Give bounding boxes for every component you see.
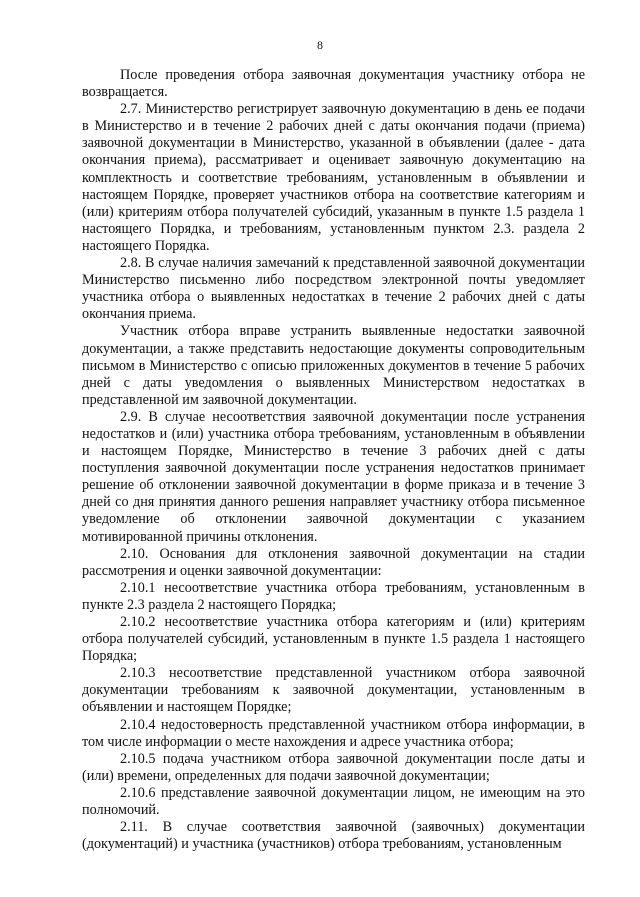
- paragraph-2-10-2: 2.10.2 несоответствие участника отбора категориям и (или) критериям отбора получателей субсидий, установленным в пункте 1.5 раздела 1 настоящего Порядка;: [82, 614, 585, 665]
- paragraph-2-9: 2.9. В случае несоответствия заявочной документации после устранения недостатков и (или) участника отбора требованиям, установленным в объявлении и настоящем Порядке, Министерство в течение 3 рабочих дней с даты поступления заявочной документации после устранения недостатков принимает решение об отклонении заявочной документации в форме приказа и в течение 3 дней со дня принятия данного решения направляет участнику отбора письменное уведомление об отклонении заявочной документации с указанием мотивированной причины отклонения.: [82, 408, 585, 545]
- page-number: 8: [317, 38, 323, 52]
- paragraph-2-11: 2.11. В случае соответствия заявочной (заявочных) документации (документаций) и участника (участников) отбора требованиям, установленным: [82, 819, 585, 853]
- paragraph-2-10-5: 2.10.5 подача участником отбора заявочной документации после даты и (или) времени, определенных для подачи заявочной документации;: [82, 750, 585, 784]
- paragraph-2-10-4: 2.10.4 недостоверность представленной участником отбора информации, в том числе информации о месте нахождения и адресе участника отбора;: [82, 716, 585, 750]
- paragraph-2-10-1: 2.10.1 несоответствие участника отбора требованиям, установленным в пункте 2.3 раздела 2 настоящего Порядка;: [82, 579, 585, 613]
- paragraph-2-10-3: 2.10.3 несоответствие представленной участником отбора заявочной документации требованиям к заявочной документации, установленным в объявлении и настоящем Порядке;: [82, 665, 585, 716]
- document-body: [82, 67, 585, 853]
- paragraph-2-8-correction: Участник отбора вправе устранить выявленные недостатки заявочной документации, а также представить недостающие документы сопроводительным письмом в Министерство с описью приложенных документов в течение 5 рабочих дней с даты уведомления о выявленных Министерством недостатках в представленной им заявочной документации.: [82, 323, 585, 408]
- paragraph-2-8: 2.8. В случае наличия замечаний к представленной заявочной документации Министерство письменно либо посредством электронной почты уведомляет участника отбора о выявленных недостатках в течение 2 рабочих дней с даты окончания приема.: [82, 255, 585, 323]
- paragraph-2-7: 2.7. Министерство регистрирует заявочную документацию в день ее подачи в Министерство и в течение 2 рабочих дней с даты окончания подачи (приема) заявочной документации в Министерство, указанной в объявлении (далее - дата окончания приема), рассматривает и оценивает заявочную документацию на комплектность и соответствие требованиям, установленным в объявлении и настоящем Порядке, проверяет участников отбора на соответствие категориям и (или) критериям отбора получателей субсидий, указанным в пункте 1.5 раздела 1 настоящего Порядка, и требованиям, установленным пунктом 2.3. раздела 2 настоящего Порядка.: [82, 101, 585, 254]
- paragraph-2-10-6: 2.10.6 представление заявочной документации лицом, не имеющим на это полномочий.: [82, 784, 585, 819]
- paragraph-return-note: После проведения отбора заявочная документация участнику отбора не возвращается.: [82, 67, 585, 101]
- paragraph-2-10: 2.10. Основания для отклонения заявочной документации на стадии рассмотрения и оценки заявочной документации:: [82, 545, 585, 579]
